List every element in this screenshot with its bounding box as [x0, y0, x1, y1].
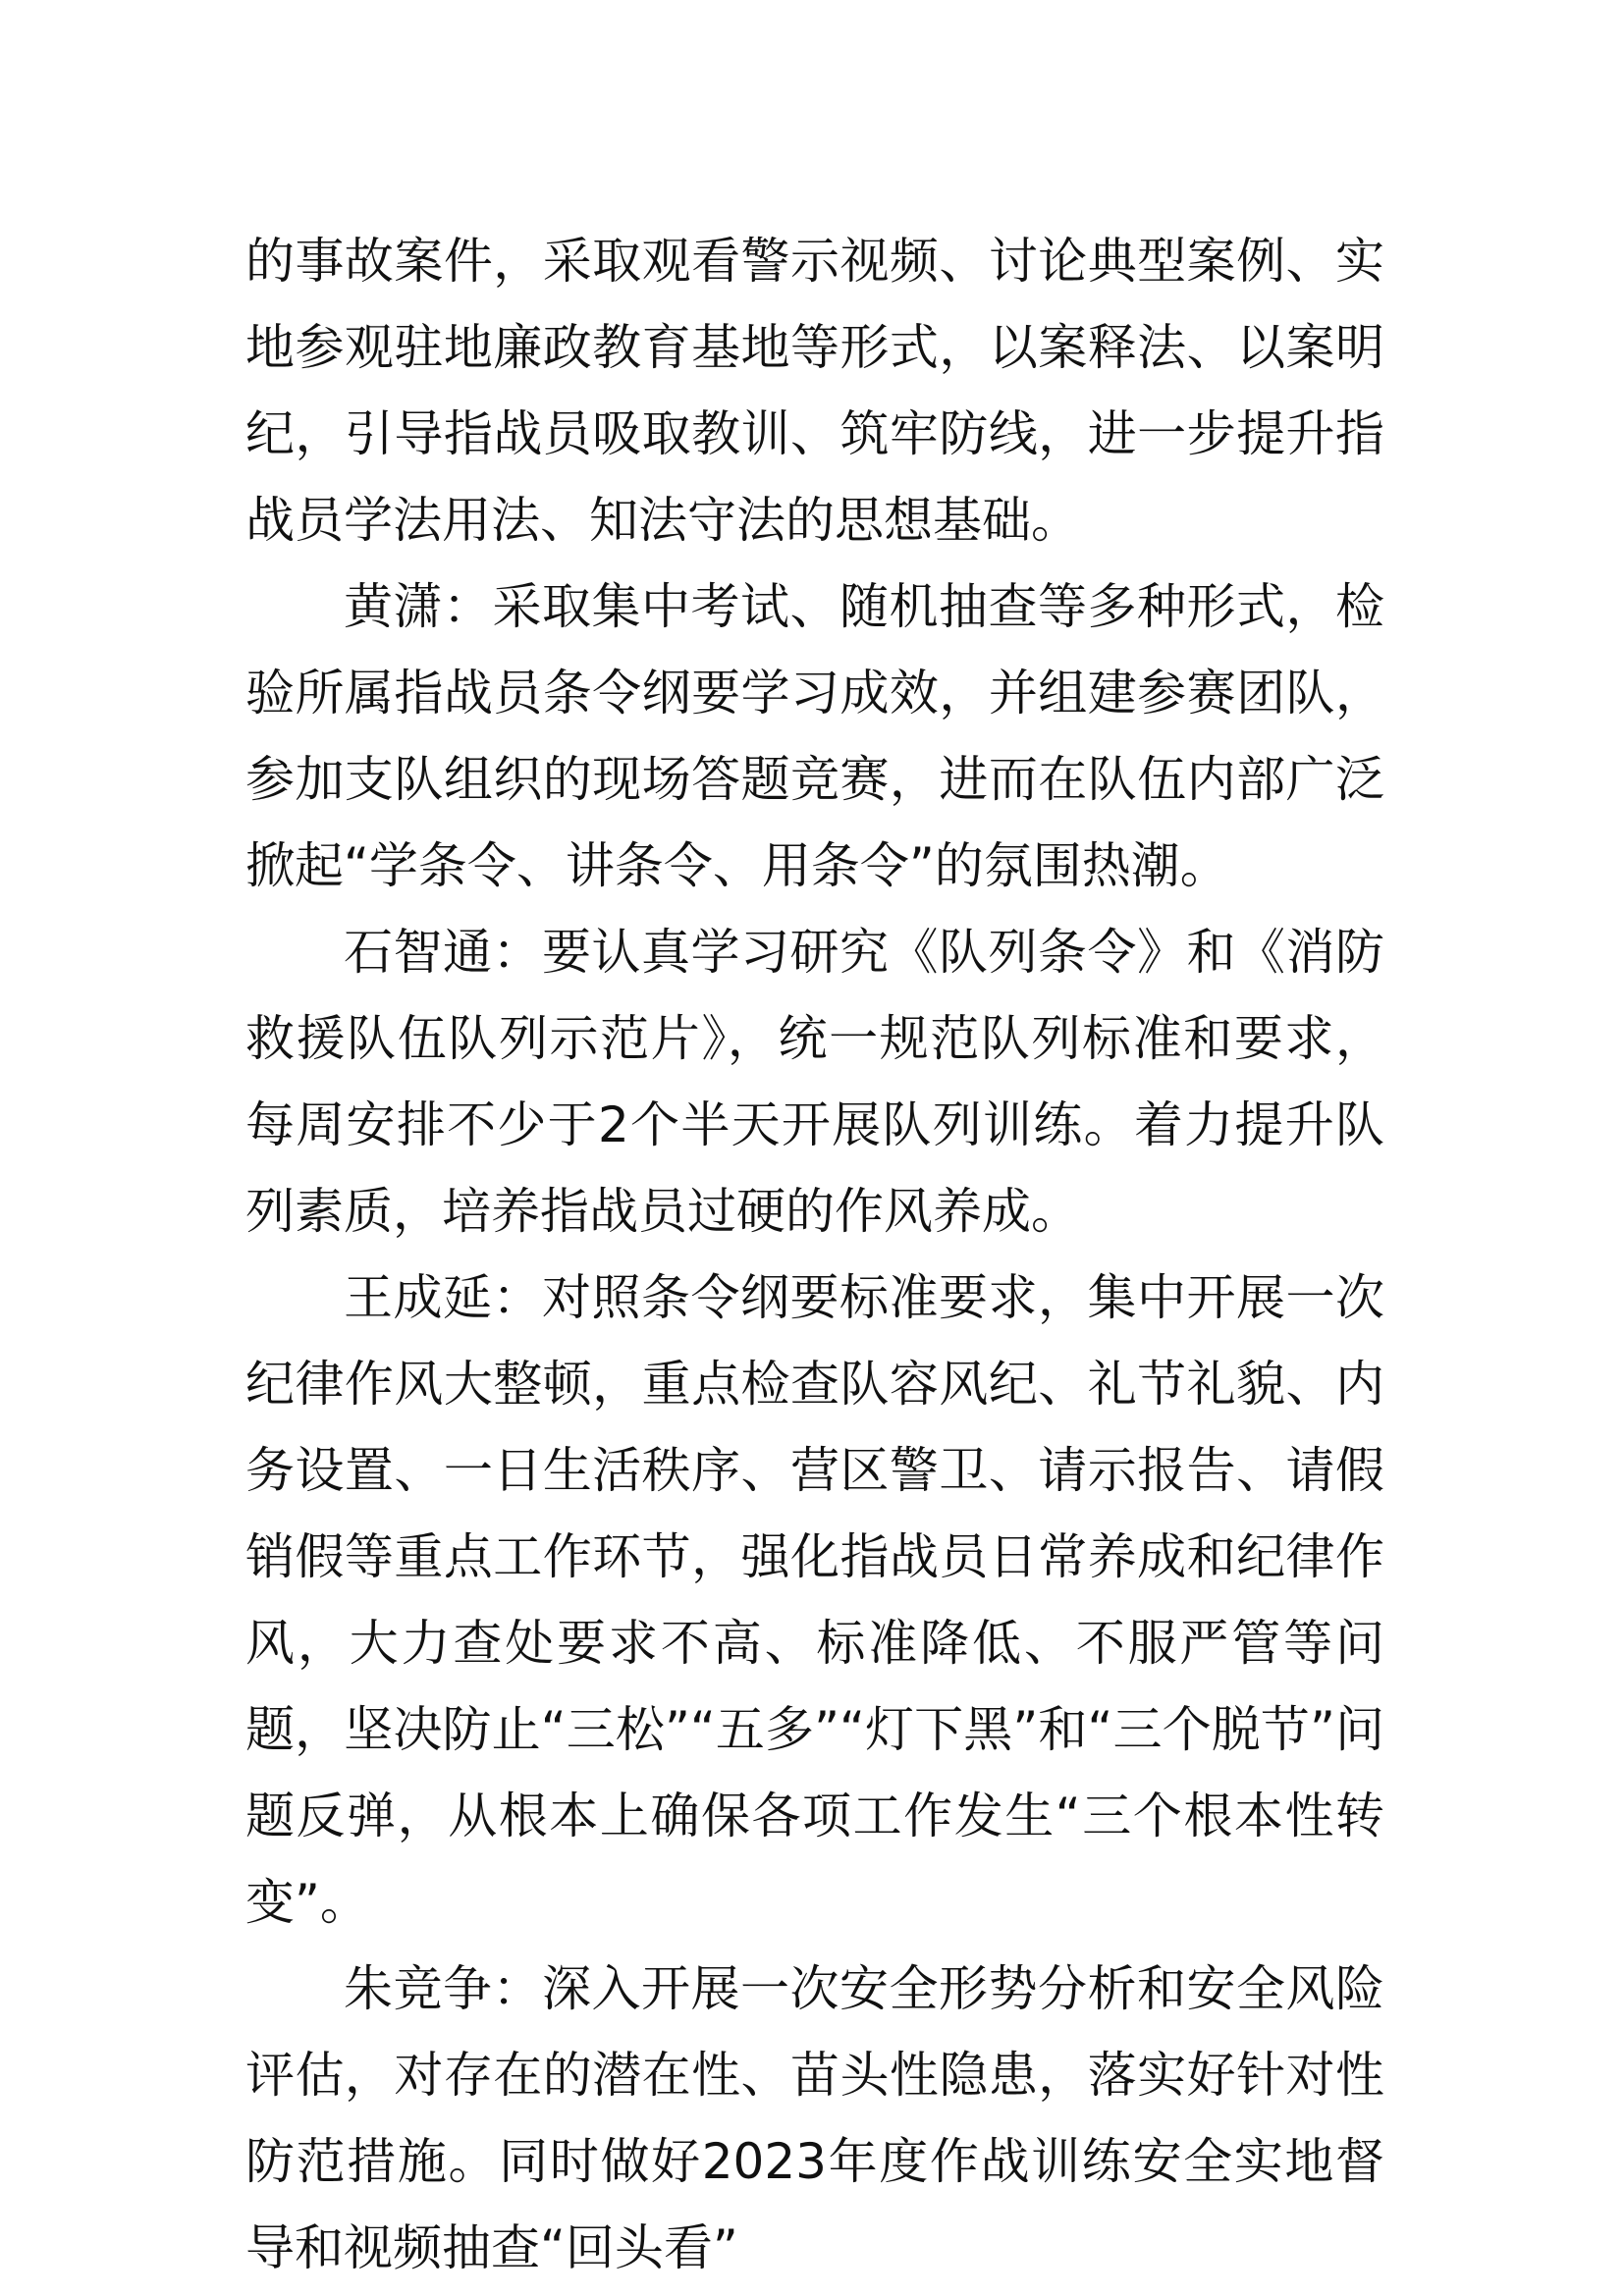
speaker-name: 黄潇：	[344, 578, 493, 635]
paragraph-text: 深入开展一次安全形势分析和安全风险评估，对存在的潜在性、苗头性隐患，落实好针对性防范措施。同时做好2023年度作战训练安全实地督导和视频抽查“回头看”	[245, 1960, 1384, 2276]
paragraph-wang-chengyan	[245, 1255, 1384, 1946]
paragraph-huang-xiao	[245, 563, 1384, 909]
paragraph-text: 要认真学习研究《队列条令》和《消防救援队伍队列示范片》，统一规范队列标准和要求，每周安排不少于2个半天开展队列训练。着力提升队列素质，培养指战员过硬的作风养成。	[245, 924, 1384, 1240]
paragraph-text: 的事故案件，采取观看警示视频、讨论典型案例、实地参观驻地廉政教育基地等形式，以案释法、以案明纪，引导指战员吸取教训、筑牢防线，进一步提升指战员学法用法、知法守法的思想基础。	[245, 233, 1384, 549]
paragraph-continuation	[245, 218, 1384, 563]
paragraph-text: 采取集中考试、随机抽查等多种形式，检验所属指战员条令纲要学习成效，并组建参赛团队，参加支队组织的现场答题竞赛，进而在队伍内部广泛掀起“学条令、讲条令、用条令”的氛围热潮。	[245, 578, 1384, 894]
paragraph-shi-zhitong	[245, 909, 1384, 1255]
speaker-name: 朱竞争：	[344, 1960, 542, 2017]
document-body	[245, 218, 1384, 2291]
speaker-name: 石智通：	[344, 924, 542, 981]
paragraph-text: 对照条令纲要标准要求，集中开展一次纪律作风大整顿，重点检查队容风纪、礼节礼貌、内务设置、一日生活秩序、营区警卫、请示报告、请假销假等重点工作环节，强化指战员日常养成和纪律作风，大力查处要求不高、标准降低、不服严管等问题，坚决防止“三松”“五多”“灯下黑”和“三个脱节”问题反弹，从根本上确保各项工作发生“三个根本性转变”。	[245, 1269, 1384, 1931]
paragraph-zhu-jingzheng	[245, 1946, 1384, 2291]
speaker-name: 王成延：	[344, 1269, 542, 1326]
